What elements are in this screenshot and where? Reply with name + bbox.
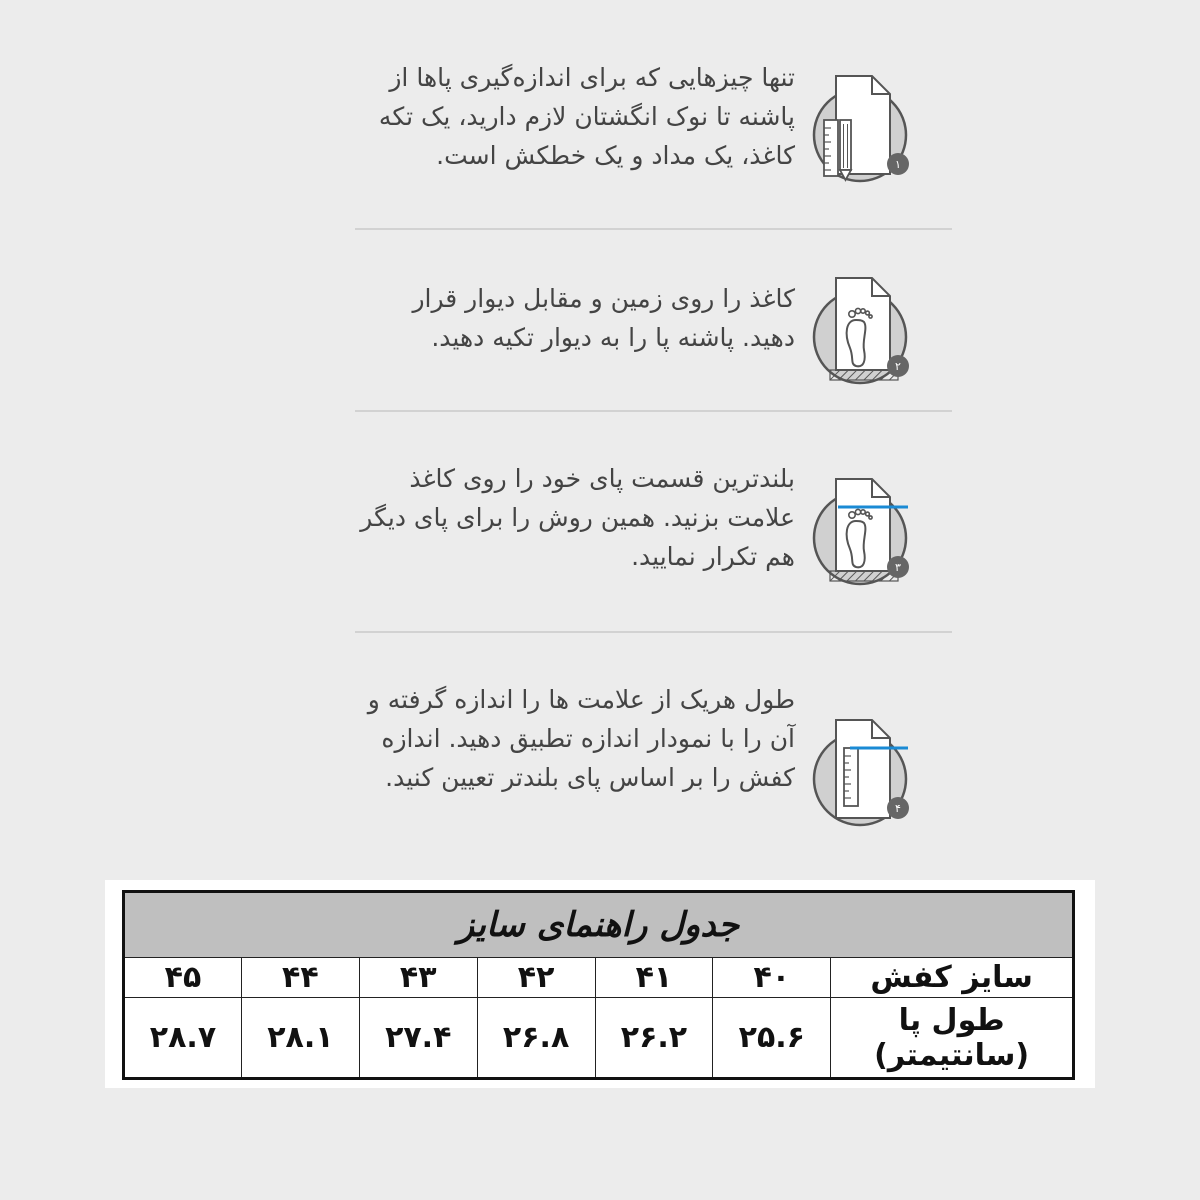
step-1-number: ۱	[895, 158, 901, 171]
step-4-text: طول هریک از علامت ها را اندازه گرفته و آن را با نمودار اندازه تطبیق دهید. اندازه کفش را بر اساس پای بلندتر تعیین کنید.	[367, 685, 795, 792]
paper-ruler-mark-icon	[810, 714, 920, 839]
table-cell: ۴۱	[595, 958, 713, 998]
step-4-number: ۴	[895, 802, 901, 815]
table-title: جدول راهنمای سایز	[124, 892, 1074, 958]
size-guide-panel	[105, 880, 1095, 1088]
table-cell: ۴۰	[713, 958, 831, 998]
table-cell: ۴۵	[124, 958, 242, 998]
paper-ruler-pencil-icon	[810, 70, 920, 195]
shoe-size-row	[124, 958, 1074, 998]
instruction-step-3	[355, 459, 952, 599]
table-cell: ۲۶.۲	[595, 998, 713, 1079]
table-title-row	[124, 892, 1074, 958]
table-cell: ۴۴	[241, 958, 359, 998]
step-3-number: ۳	[895, 561, 901, 574]
step-1-text: تنها چیزهایی که برای اندازه‌گیری پاها از پاشنه تا نوک انگشتان لازم دارید، یک تکه کاغذ، یک مداد و یک خطکش است.	[378, 63, 795, 170]
instruction-step-1	[355, 58, 952, 198]
table-cell: ۴۳	[359, 958, 477, 998]
divider-2	[355, 410, 952, 412]
table-cell: ۲۸.۱	[241, 998, 359, 1079]
size-guide-table	[122, 890, 1075, 1080]
step-2-text: کاغذ را روی زمین و مقابل دیوار قرار دهید. پاشنه پا را به دیوار تکیه دهید.	[412, 284, 795, 352]
table-cell: ۲۷.۴	[359, 998, 477, 1079]
divider-1	[355, 228, 952, 230]
paper-footprint-icon	[810, 272, 920, 397]
instruction-step-2	[355, 279, 952, 399]
foot-length-row	[124, 998, 1074, 1079]
foot-length-label: طول پا (سانتیمتر)	[831, 998, 1074, 1079]
paper-footprint-mark-icon	[810, 473, 920, 598]
table-cell: ۲۵.۶	[713, 998, 831, 1079]
table-cell: ۲۸.۷	[124, 998, 242, 1079]
table-cell: ۲۶.۸	[477, 998, 595, 1079]
table-cell: ۴۲	[477, 958, 595, 998]
shoe-size-label: سایز کفش	[831, 958, 1074, 998]
step-3-text: بلندترین قسمت پای خود را روی کاغذ علامت بزنید. همین روش را برای پای دیگر هم تکرار نمایید.	[360, 464, 795, 571]
step-2-number: ۲	[895, 360, 901, 373]
divider-3	[355, 631, 952, 633]
instruction-step-4	[355, 680, 952, 850]
